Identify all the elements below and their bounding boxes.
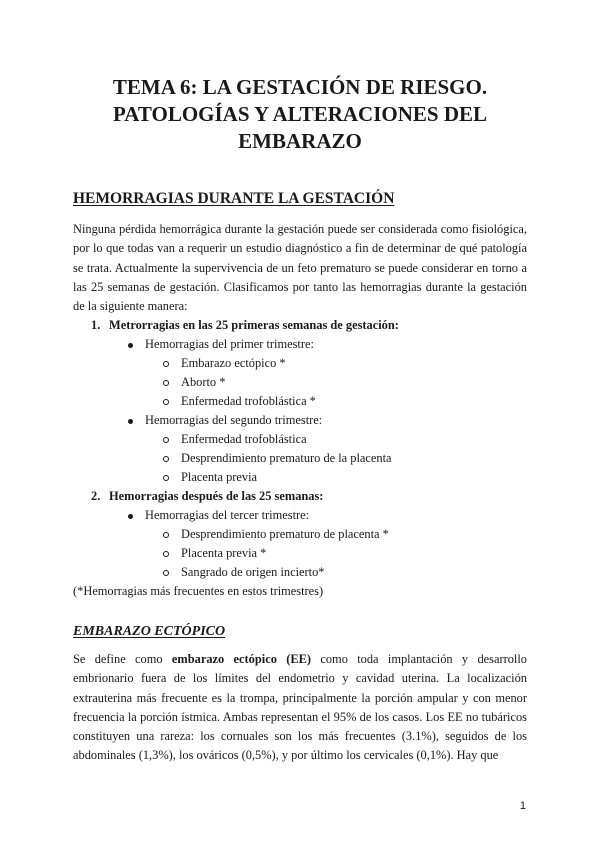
list-subitem: Enfermedad trofoblástica *: [181, 394, 316, 408]
title-line-2: PATOLOGÍAS Y ALTERACIONES DEL: [112, 102, 488, 126]
list-subitem: Sangrado de origen incierto*: [181, 565, 325, 579]
list-subitem: Desprendimiento prematuro de placenta *: [181, 527, 389, 541]
list-subitem: Embarazo ectópico *: [181, 356, 286, 370]
bullet-icon: [128, 343, 133, 348]
bullet-icon: [128, 419, 133, 424]
page-number: 1: [519, 800, 526, 812]
list-item-label: Hemorragias después de las 25 semanas:: [109, 489, 324, 503]
circle-bullet-icon: [163, 399, 169, 405]
list-subitem: Placenta previa: [181, 470, 258, 484]
ectopic-text-start: Se define como: [73, 652, 172, 666]
bullet-icon: [128, 514, 133, 519]
ectopic-paragraph: [73, 650, 527, 766]
circle-bullet-icon: [163, 361, 169, 367]
intro-paragraph: Ninguna pérdida hemorrágica durante la gestación puede ser considerada como fisiológica, por lo que todas van a requerir un estudio diagnóstico a fin de determinar de qué patología se trata. Actualmente la supervivencia de un feto prematuro se puede considerar en torno a las 25 semanas de gestación. Clasificamos por tanto las hemorragias durante la gestación de la siguiente manera:: [73, 222, 527, 314]
title-line-1: TEMA 6: LA GESTACIÓN DE RIESGO.: [112, 75, 488, 99]
ectopic-term: embarazo ectópico (EE): [171, 652, 312, 666]
circle-bullet-icon: [163, 437, 169, 443]
circle-bullet-icon: [163, 570, 169, 576]
circle-bullet-icon: [163, 532, 169, 538]
section-heading-hemorragias: HEMORRAGIAS DURANTE LA GESTACIÓN: [73, 190, 395, 207]
list-number: 1.: [91, 318, 101, 332]
list-subitem: Placenta previa *: [181, 546, 267, 560]
ectopic-text-rest: como toda implantación y desarrollo embrionario fuera de los límites del endometrio y cavidad uterina. La localización extrauterina más frecuente es la trompa, principalmente la porción ampular y con menor frecuencia la porción ístmica. Ambas representan el 95% de los casos. Los EE no tubáricos constituyen una rareza: los cornuales son los más frecuentes (3.1%), seguidos de los abdominales (1,3%), los ováricos (0,5%), y por último los cervicales (0,1%). Hay que: [73, 652, 528, 763]
section-heading-embarazo-ectopico: EMBARAZO ECTÓPICO: [73, 624, 226, 639]
circle-bullet-icon: [163, 456, 169, 462]
list-subitem: Enfermedad trofoblástica: [181, 432, 307, 446]
circle-bullet-icon: [163, 475, 169, 481]
circle-bullet-icon: [163, 551, 169, 557]
footnote: (*Hemorragias más frecuentes en estos trimestres): [73, 584, 324, 598]
list-subitem: Desprendimiento prematuro de la placenta: [181, 451, 392, 465]
page-title: [60, 74, 540, 155]
list-subitem: Aborto *: [181, 375, 226, 389]
list-number: 2.: [91, 489, 101, 503]
list-item-label: Metrorragias en las 25 primeras semanas de gestación:: [109, 318, 399, 332]
list-group-label: Hemorragias del tercer trimestre:: [145, 508, 310, 522]
list-group-label: Hemorragias del segundo trimestre:: [145, 413, 323, 427]
title-line-3: EMBARAZO: [238, 129, 362, 153]
circle-bullet-icon: [163, 380, 169, 386]
list-group-label: Hemorragias del primer trimestre:: [145, 337, 314, 351]
